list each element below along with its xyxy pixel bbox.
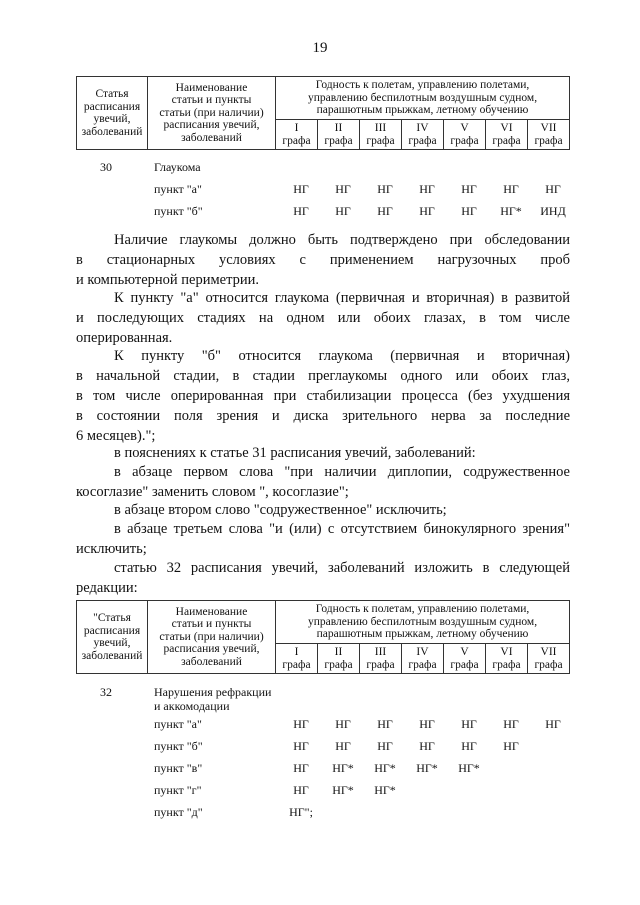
article-title: Глаукома xyxy=(154,160,201,174)
cell: НГ xyxy=(461,182,477,196)
row-label: пункт "в" xyxy=(154,761,203,775)
article-title: Нарушения рефракции и аккомодации xyxy=(154,685,272,713)
graph-header-cell: VII графа xyxy=(528,120,570,150)
graph-header-cell: I графа xyxy=(276,120,318,150)
cell: НГ xyxy=(503,182,519,196)
graph-header-cell: V графа xyxy=(444,120,486,150)
cell: НГ* xyxy=(458,761,480,775)
header-article-cell: Статья расписания увечий, заболеваний xyxy=(77,77,148,150)
header-fitness-cell: Годность к полетам, управлению полетами, управлению беспилотным воздушным судном, парашютным прыжкам, летному обучению xyxy=(276,77,570,120)
cell: НГ xyxy=(377,739,393,753)
graph-header-cell: IV графа xyxy=(402,120,444,150)
cell: НГ xyxy=(293,783,309,797)
paragraph-3: К пункту "б" относится глаукома (первичная и вторичная) в начальной стадии, в стадии преглаукомы одного или обоих глаз, в том числе оперированная при стабилизации процесса (без ухудшения в состоянии поля зрения и диска зрительного нерва за последние 6 месяцев)."; xyxy=(76,348,570,444)
cell: НГ xyxy=(335,717,351,731)
cell: НГ xyxy=(419,204,435,218)
paragraph-7: в абзаце третьем слова "и (или) с отсутствием бинокулярного зрения" исключить; xyxy=(76,521,570,557)
cell: НГ xyxy=(419,739,435,753)
table-row xyxy=(76,805,570,827)
graph-header-cell: VII графа xyxy=(528,644,570,674)
row-label: пункт "б" xyxy=(154,739,203,753)
header-name-cell: Наименование статьи и пункты статьи (при наличии) расписания увечий, заболеваний xyxy=(148,77,276,150)
cell: НГ xyxy=(503,717,519,731)
cell: НГ* xyxy=(374,783,396,797)
paragraph-2: К пункту "а" относится глаукома (первичная и вторичная) в развитой и последующих стадиях на одном или обоих глазах, в том числе оперированная. xyxy=(76,290,570,346)
cell: НГ xyxy=(545,182,561,196)
paragraph-5: в абзаце первом слова "при наличии диплопии, содружественное косоглазие" заменить словом ", косоглазие"; xyxy=(76,464,570,500)
graph-header-cell: II графа xyxy=(318,644,360,674)
paragraph-1: Наличие глаукомы должно быть подтверждено при обследовании в стационарных условиях с применением нагрузочных проб и компьютерной периметрии. xyxy=(76,232,570,288)
graph-header-cell: V графа xyxy=(444,644,486,674)
article-number: 30 xyxy=(100,160,112,174)
cell: НГ xyxy=(293,717,309,731)
cell: НГ xyxy=(335,204,351,218)
graph-header-cell: III графа xyxy=(360,644,402,674)
cell: НГ* xyxy=(500,204,522,218)
cell: НГ xyxy=(377,204,393,218)
graph-header-cell: VI графа xyxy=(486,120,528,150)
row-label: пункт "д" xyxy=(154,805,203,819)
cell: НГ xyxy=(335,739,351,753)
header-article-cell: "Статья расписания увечий, заболеваний xyxy=(77,601,148,674)
cell: НГ xyxy=(293,182,309,196)
row-label: пункт "б" xyxy=(154,204,203,218)
table-2-body xyxy=(76,685,570,827)
cell: НГ* xyxy=(374,761,396,775)
cell: НГ xyxy=(377,182,393,196)
table-header-2 xyxy=(76,600,570,674)
cell: НГ xyxy=(461,204,477,218)
cell: НГ xyxy=(419,182,435,196)
header-name-cell: Наименование статьи и пункты статьи (при наличии) расписания увечий, заболеваний xyxy=(148,601,276,674)
table-row xyxy=(76,204,570,226)
table-row xyxy=(76,182,570,204)
paragraph-6: в абзаце втором слово "содружественное" исключить; xyxy=(114,502,447,518)
cell: НГ xyxy=(461,739,477,753)
cell: НГ* xyxy=(416,761,438,775)
cell: НГ"; xyxy=(289,805,313,819)
cell: НГ* xyxy=(332,783,354,797)
cell: НГ xyxy=(503,739,519,753)
graph-header-cell: III графа xyxy=(360,120,402,150)
cell: НГ xyxy=(293,739,309,753)
cell: НГ xyxy=(335,182,351,196)
table-row xyxy=(76,739,570,761)
row-label: пункт "г" xyxy=(154,783,202,797)
table-row xyxy=(76,761,570,783)
table-header-1 xyxy=(76,76,570,150)
header-fitness-cell: Годность к полетам, управлению полетами, управлению беспилотным воздушным судном, парашютным прыжкам, летному обучению xyxy=(276,601,570,644)
cell: НГ* xyxy=(332,761,354,775)
table-row xyxy=(76,783,570,805)
page-number: 19 xyxy=(312,40,328,56)
cell: НГ xyxy=(293,761,309,775)
cell: ИНД xyxy=(540,204,566,218)
table-row xyxy=(76,717,570,739)
cell: НГ xyxy=(419,717,435,731)
table-1-body xyxy=(76,160,570,226)
graph-header-cell: I графа xyxy=(276,644,318,674)
table-row xyxy=(76,685,570,717)
graph-header-cell: VI графа xyxy=(486,644,528,674)
paragraph-8: статью 32 расписания увечий, заболеваний изложить в следующей редакции: xyxy=(76,560,570,596)
cell: НГ xyxy=(377,717,393,731)
graph-header-cell: II графа xyxy=(318,120,360,150)
cell: НГ xyxy=(545,717,561,731)
row-label: пункт "а" xyxy=(154,182,202,196)
graph-header-cell: IV графа xyxy=(402,644,444,674)
paragraph-4: в пояснениях к статье 31 расписания увечий, заболеваний: xyxy=(114,445,476,461)
article-number: 32 xyxy=(100,685,112,699)
cell: НГ xyxy=(461,717,477,731)
table-row xyxy=(76,160,570,182)
row-label: пункт "а" xyxy=(154,717,202,731)
cell: НГ xyxy=(293,204,309,218)
